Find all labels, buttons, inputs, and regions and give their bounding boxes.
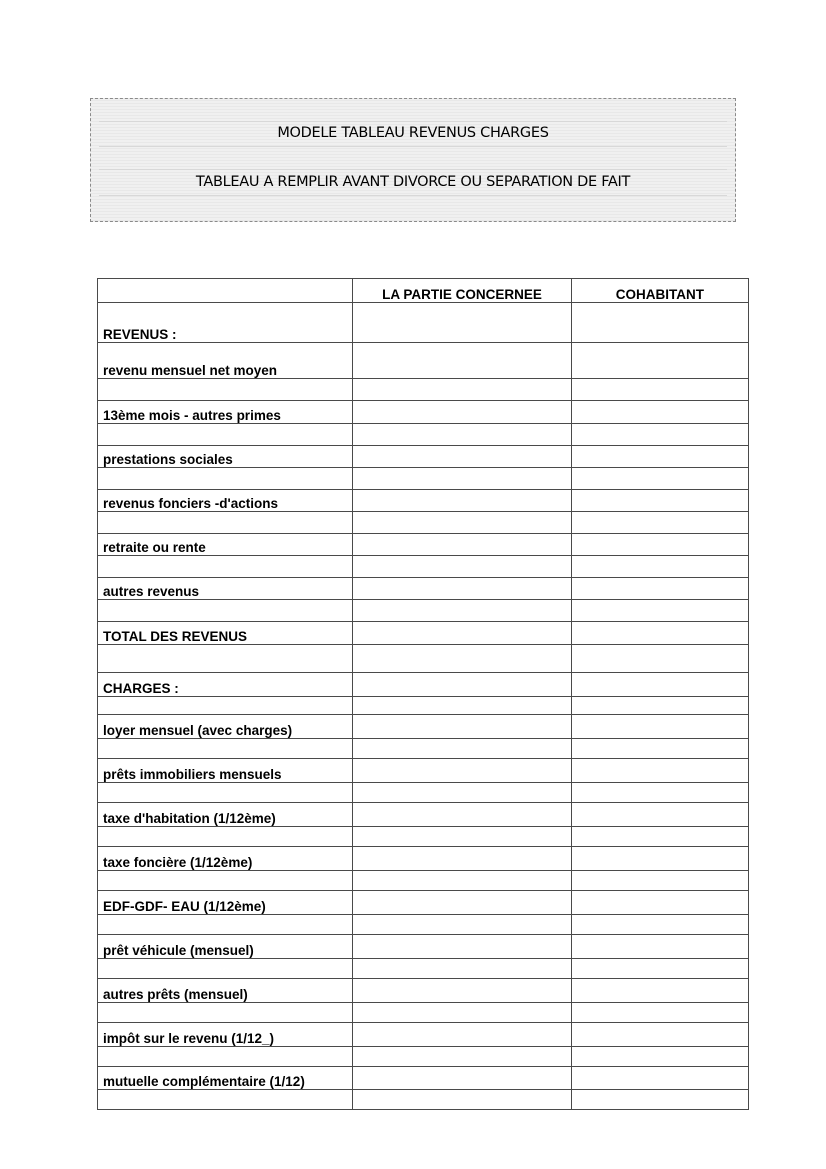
table-row bbox=[98, 578, 749, 600]
cohabitant-value-cell[interactable] bbox=[571, 490, 748, 512]
cohabitant-value-cell[interactable] bbox=[571, 871, 748, 891]
cohabitant-value-cell[interactable] bbox=[571, 759, 748, 783]
cohabitant-value-cell[interactable] bbox=[571, 446, 748, 468]
row-label: revenus fonciers -d'actions bbox=[98, 490, 353, 512]
cohabitant-value-cell[interactable] bbox=[571, 827, 748, 847]
table-row bbox=[98, 979, 749, 1003]
title-box bbox=[90, 98, 736, 222]
table-row bbox=[98, 891, 749, 915]
table-row bbox=[98, 1047, 749, 1067]
table-row bbox=[98, 534, 749, 556]
row-label bbox=[98, 424, 353, 446]
cohabitant-value-cell[interactable] bbox=[571, 959, 748, 979]
row-label: autres revenus bbox=[98, 578, 353, 600]
row-label: loyer mensuel (avec charges) bbox=[98, 715, 353, 739]
party-value-cell[interactable] bbox=[353, 424, 571, 446]
cohabitant-value-cell[interactable] bbox=[571, 622, 748, 645]
party-value-cell[interactable] bbox=[353, 891, 571, 915]
row-label bbox=[98, 959, 353, 979]
document-subtitle: TABLEAU A REMPLIR AVANT DIVORCE OU SEPARATION DE FAIT bbox=[195, 174, 631, 190]
table-row bbox=[98, 673, 749, 697]
cohabitant-value-cell[interactable] bbox=[571, 915, 748, 935]
party-value-cell[interactable] bbox=[353, 847, 571, 871]
row-label: EDF-GDF- EAU (1/12ème) bbox=[98, 891, 353, 915]
row-label bbox=[98, 600, 353, 622]
cohabitant-value-cell[interactable] bbox=[571, 343, 748, 379]
party-value-cell[interactable] bbox=[353, 871, 571, 891]
row-label: prêts immobiliers mensuels bbox=[98, 759, 353, 783]
cohabitant-value-cell[interactable] bbox=[571, 1003, 748, 1023]
table-row bbox=[98, 1067, 749, 1090]
party-value-cell[interactable] bbox=[353, 512, 571, 534]
party-value-cell[interactable] bbox=[353, 1003, 571, 1023]
party-value-cell[interactable] bbox=[353, 446, 571, 468]
row-label bbox=[98, 1090, 353, 1110]
row-label bbox=[98, 697, 353, 715]
table-row bbox=[98, 803, 749, 827]
cohabitant-value-cell[interactable] bbox=[571, 468, 748, 490]
party-value-cell[interactable] bbox=[353, 979, 571, 1003]
table-row bbox=[98, 715, 749, 739]
row-label bbox=[98, 556, 353, 578]
cohabitant-value-cell[interactable] bbox=[571, 1047, 748, 1067]
row-label bbox=[98, 871, 353, 891]
table-row bbox=[98, 343, 749, 379]
party-value-cell[interactable] bbox=[353, 759, 571, 783]
table-row bbox=[98, 697, 749, 715]
party-value-cell[interactable] bbox=[353, 739, 571, 759]
party-value-cell[interactable] bbox=[353, 534, 571, 556]
row-label bbox=[98, 512, 353, 534]
party-value-cell[interactable] bbox=[353, 935, 571, 959]
table-header-row bbox=[98, 279, 749, 303]
cohabitant-value-cell[interactable] bbox=[571, 1090, 748, 1110]
table-row bbox=[98, 645, 749, 673]
party-value-cell[interactable] bbox=[353, 1023, 571, 1047]
row-label: taxe foncière (1/12ème) bbox=[98, 847, 353, 871]
cohabitant-value-cell[interactable] bbox=[571, 556, 748, 578]
table-row bbox=[98, 468, 749, 490]
row-label bbox=[98, 1003, 353, 1023]
title-box-rule bbox=[99, 195, 727, 196]
cohabitant-value-cell[interactable] bbox=[571, 512, 748, 534]
party-value-cell[interactable] bbox=[353, 715, 571, 739]
cohabitant-value-cell[interactable] bbox=[571, 1067, 748, 1090]
row-label: CHARGES : bbox=[98, 673, 353, 697]
table-row bbox=[98, 871, 749, 891]
income-expenses-table bbox=[97, 278, 749, 1110]
row-label: taxe d'habitation (1/12ème) bbox=[98, 803, 353, 827]
table-row bbox=[98, 622, 749, 645]
party-value-cell[interactable] bbox=[353, 1090, 571, 1110]
party-value-cell[interactable] bbox=[353, 783, 571, 803]
cohabitant-value-cell[interactable] bbox=[571, 1023, 748, 1047]
cohabitant-value-cell[interactable] bbox=[571, 578, 748, 600]
table-row bbox=[98, 556, 749, 578]
table-row bbox=[98, 739, 749, 759]
party-value-cell[interactable] bbox=[353, 379, 571, 401]
table-row bbox=[98, 379, 749, 401]
party-value-cell[interactable] bbox=[353, 915, 571, 935]
header-cell-label bbox=[98, 279, 353, 303]
party-value-cell[interactable] bbox=[353, 959, 571, 979]
header-cell-cohabitant: COHABITANT bbox=[571, 279, 748, 303]
party-value-cell[interactable] bbox=[353, 578, 571, 600]
cohabitant-value-cell[interactable] bbox=[571, 534, 748, 556]
party-value-cell[interactable] bbox=[353, 673, 571, 697]
table-row bbox=[98, 959, 749, 979]
document-title: MODELE TABLEAU REVENUS CHARGES bbox=[277, 125, 549, 141]
party-value-cell[interactable] bbox=[353, 622, 571, 645]
row-label: 13ème mois - autres primes bbox=[98, 401, 353, 424]
party-value-cell[interactable] bbox=[353, 401, 571, 424]
table-row bbox=[98, 827, 749, 847]
row-label: prêt véhicule (mensuel) bbox=[98, 935, 353, 959]
party-value-cell[interactable] bbox=[353, 827, 571, 847]
table-row bbox=[98, 1090, 749, 1110]
table-row bbox=[98, 847, 749, 871]
party-value-cell[interactable] bbox=[353, 697, 571, 715]
party-value-cell[interactable] bbox=[353, 803, 571, 827]
cohabitant-value-cell[interactable] bbox=[571, 673, 748, 697]
cohabitant-value-cell[interactable] bbox=[571, 935, 748, 959]
row-label bbox=[98, 739, 353, 759]
table-row bbox=[98, 446, 749, 468]
row-label bbox=[98, 379, 353, 401]
party-value-cell[interactable] bbox=[353, 468, 571, 490]
header-cell-party: LA PARTIE CONCERNEE bbox=[353, 279, 571, 303]
row-label bbox=[98, 645, 353, 673]
cohabitant-value-cell[interactable] bbox=[571, 401, 748, 424]
cohabitant-value-cell[interactable] bbox=[571, 715, 748, 739]
party-value-cell[interactable] bbox=[353, 490, 571, 512]
table-row bbox=[98, 915, 749, 935]
row-label: prestations sociales bbox=[98, 446, 353, 468]
row-label: REVENUS : bbox=[98, 303, 353, 343]
table-row bbox=[98, 759, 749, 783]
party-value-cell[interactable] bbox=[353, 600, 571, 622]
table-row bbox=[98, 401, 749, 424]
table-row bbox=[98, 512, 749, 534]
cohabitant-value-cell[interactable] bbox=[571, 697, 748, 715]
party-value-cell[interactable] bbox=[353, 343, 571, 379]
table-row bbox=[98, 600, 749, 622]
row-label bbox=[98, 915, 353, 935]
row-label bbox=[98, 827, 353, 847]
table-row bbox=[98, 1003, 749, 1023]
row-label: revenu mensuel net moyen bbox=[98, 343, 353, 379]
table-row bbox=[98, 935, 749, 959]
cohabitant-value-cell[interactable] bbox=[571, 600, 748, 622]
party-value-cell[interactable] bbox=[353, 1067, 571, 1090]
party-value-cell[interactable] bbox=[353, 303, 571, 343]
cohabitant-value-cell[interactable] bbox=[571, 783, 748, 803]
table-row bbox=[98, 490, 749, 512]
row-label: impôt sur le revenu (1/12_) bbox=[98, 1023, 353, 1047]
table-row bbox=[98, 303, 749, 343]
row-label: TOTAL DES REVENUS bbox=[98, 622, 353, 645]
row-label bbox=[98, 1047, 353, 1067]
title-box-rule bbox=[99, 169, 727, 170]
table-row bbox=[98, 424, 749, 446]
cohabitant-value-cell[interactable] bbox=[571, 739, 748, 759]
cohabitant-value-cell[interactable] bbox=[571, 847, 748, 871]
party-value-cell[interactable] bbox=[353, 556, 571, 578]
title-box-rule bbox=[99, 121, 727, 122]
row-label bbox=[98, 468, 353, 490]
cohabitant-value-cell[interactable] bbox=[571, 803, 748, 827]
cohabitant-value-cell[interactable] bbox=[571, 979, 748, 1003]
cohabitant-value-cell[interactable] bbox=[571, 645, 748, 673]
cohabitant-value-cell[interactable] bbox=[571, 303, 748, 343]
row-label: mutuelle complémentaire (1/12) bbox=[98, 1067, 353, 1090]
cohabitant-value-cell[interactable] bbox=[571, 424, 748, 446]
party-value-cell[interactable] bbox=[353, 645, 571, 673]
title-box-rule bbox=[99, 146, 727, 147]
table-row bbox=[98, 1023, 749, 1047]
row-label: retraite ou rente bbox=[98, 534, 353, 556]
table-row bbox=[98, 783, 749, 803]
row-label bbox=[98, 783, 353, 803]
cohabitant-value-cell[interactable] bbox=[571, 379, 748, 401]
cohabitant-value-cell[interactable] bbox=[571, 891, 748, 915]
party-value-cell[interactable] bbox=[353, 1047, 571, 1067]
row-label: autres prêts (mensuel) bbox=[98, 979, 353, 1003]
